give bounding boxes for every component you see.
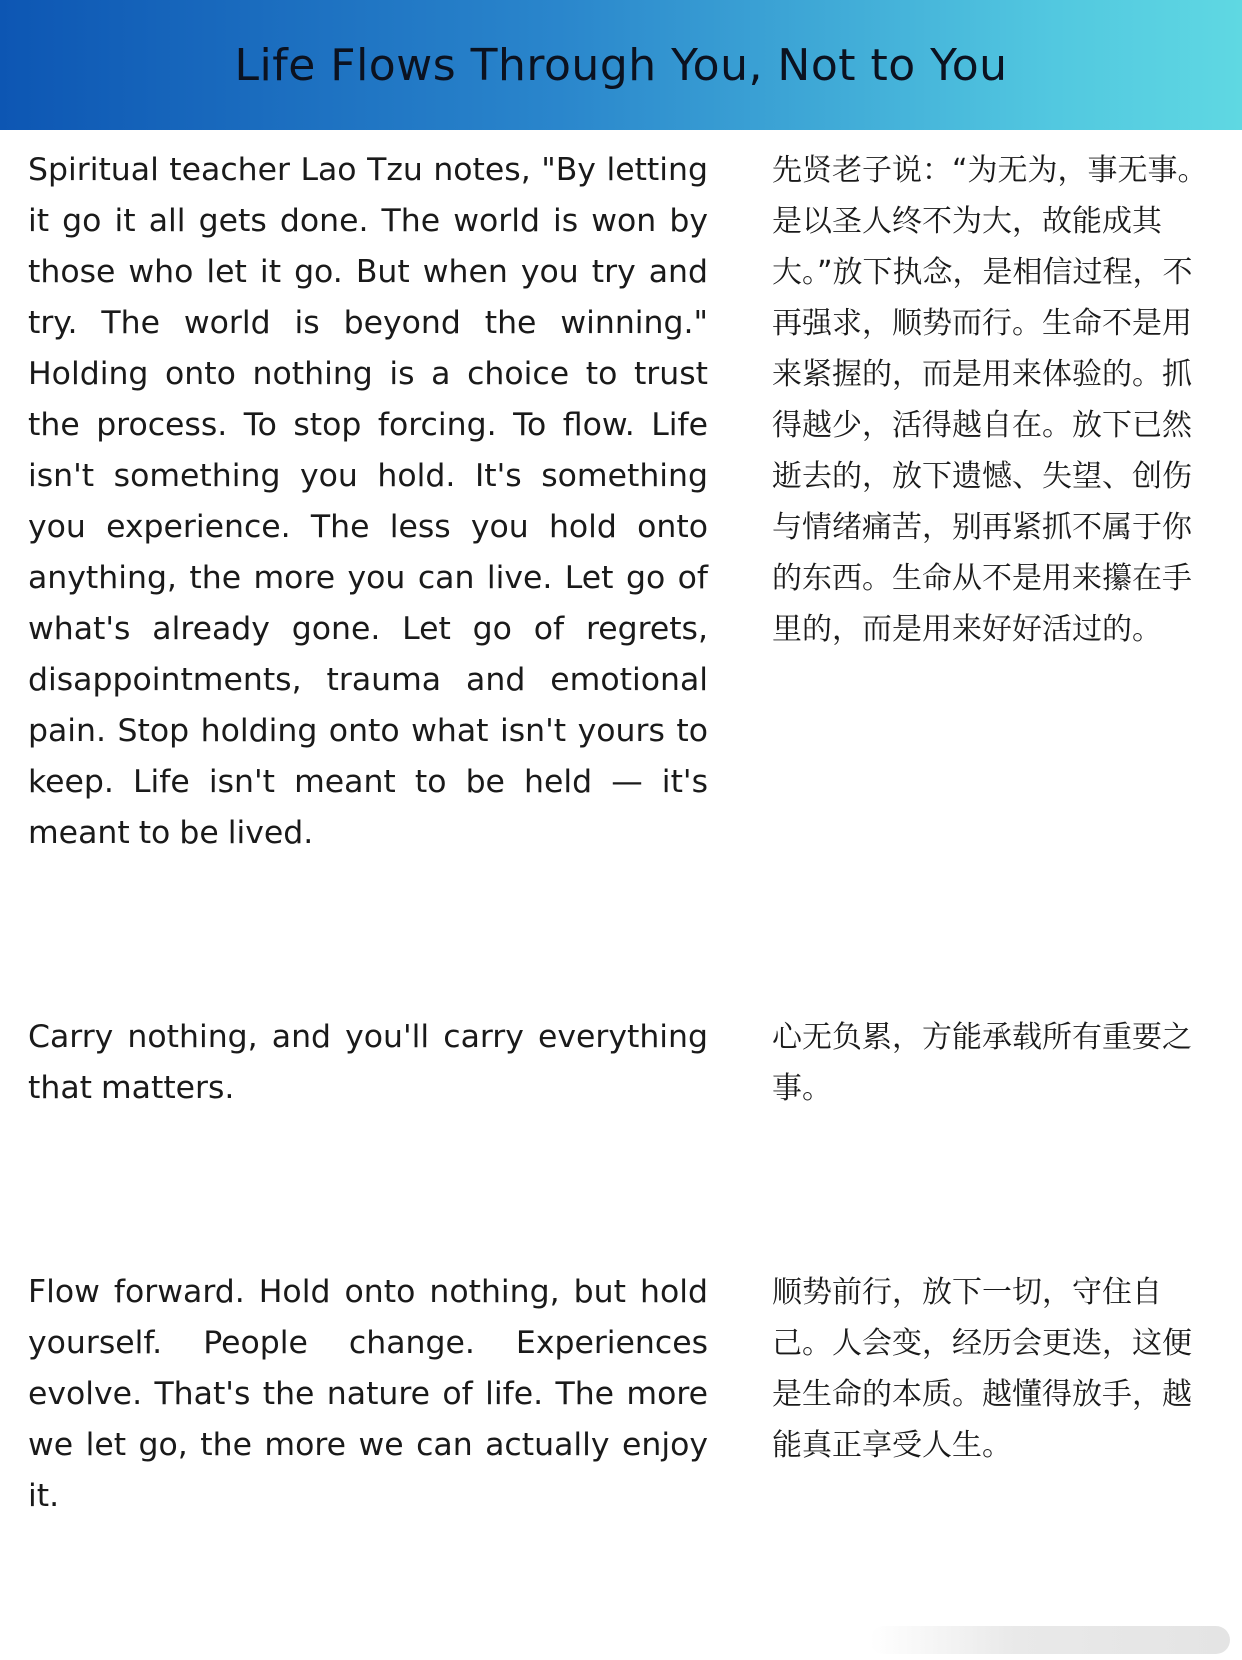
page-title: Life Flows Through You, Not to You (234, 39, 1008, 91)
section-2-english-text: Carry nothing, and you'll carry everything that matters. (28, 1019, 708, 1106)
section-3-english-text: Flow forward. Hold onto nothing, but hold yourself. People change. Experiences evolve. That's the nature of life. The more we let go, the more we can actually enjoy it. (28, 1274, 708, 1514)
title-banner (0, 0, 1242, 130)
watermark-overlay (870, 1626, 1230, 1654)
section-1-chinese-text: 先贤老子说：“为无为，事无事。是以圣人终不为大，故能成其大。”放下执念，是相信过程，不再强求，顺势而行。生命不是用来紧握的，而是用来体验的。抓得越少，活得越自在。放下已然逝去的，放下遗憾、失望、创伤与情绪痛苦，别再紧抓不属于你的东西。生命从不是用来攥在手里的，而是用来好好活过的。 (772, 153, 1208, 647)
section-1-english-text: Spiritual teacher Lao Tzu notes, "By letting it go it all gets done. The world is won by those who let it go. But when you try and try. The world is beyond the winning." Holding onto nothing is a choice to trust the process. To stop forcing. To flow. Life isn't something you hold. It's something you experience. The less you hold onto anything, the more you can live. Let go of what's already gone. Let go of regrets, disappointments, trauma and emotional pain. Stop holding onto what isn't yours to keep. Life isn't meant to be held — it's meant to be lived. (28, 152, 708, 851)
section-2-chinese-text: 心无负累，方能承载所有重要之事。 (772, 1020, 1192, 1106)
section-3-chinese-text: 顺势前行，放下一切，守住自己。人会变，经历会更迭，这便是生命的本质。越懂得放手，越能真正享受人生。 (772, 1275, 1192, 1463)
